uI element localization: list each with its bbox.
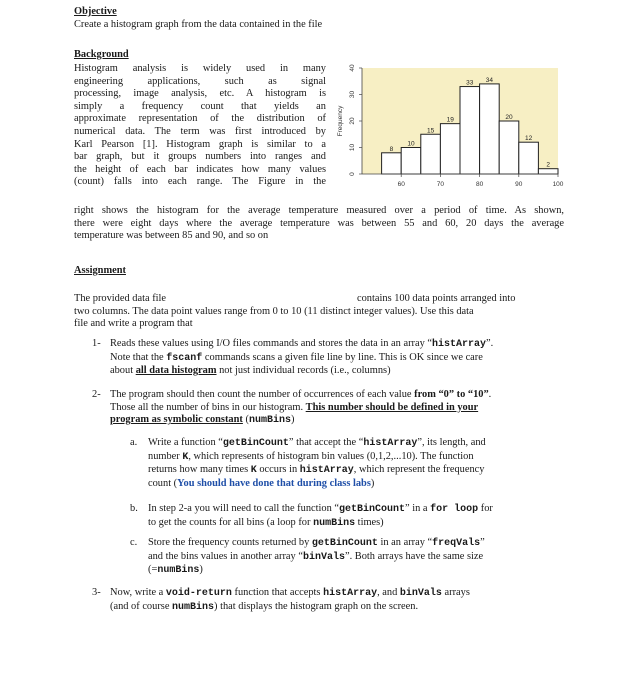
sub-a-l2-b: , which represents of histogram bin values (0,1,2,...10). The function	[188, 450, 474, 462]
item3-l2-a: (and of course	[110, 600, 173, 612]
item1-l1-a: Reads these values using I/O files commands and stores the data in an array “	[110, 338, 433, 349]
item3-l1-b: function that accepts	[231, 587, 324, 598]
code-getBinCount: getBinCount	[222, 438, 289, 449]
bar-value-label: 33	[466, 79, 474, 87]
objective-heading: Objective	[74, 6, 117, 17]
background-line: numerical data. The term was first introduced by	[74, 125, 326, 137]
y-tick-label: 0	[349, 172, 356, 176]
x-tick-label: 90	[515, 181, 523, 188]
sub-b-l2-a: to get the counts for all bins (a loop for	[148, 516, 314, 528]
bar-value-label: 2	[546, 161, 551, 169]
sub-a-class-note: You should have done that during class labs	[177, 477, 371, 489]
intro-line1-b: contains 100 data points arranged into	[357, 293, 516, 304]
sub-c-l1-c: ”	[480, 537, 485, 548]
sub-c-text	[148, 537, 562, 578]
objective-text: Create a histogram graph from the data contained in the file	[74, 19, 323, 30]
sub-a-l1-b: ” that accept the “	[288, 437, 364, 448]
y-axis-label: Frequency	[337, 105, 344, 137]
y-tick-label: 20	[349, 117, 356, 125]
code-getBinCount: getBinCount	[339, 504, 406, 515]
background-full-text	[74, 205, 564, 243]
histogram-figure	[330, 62, 566, 198]
sub-b-l1-c: for	[478, 503, 493, 514]
x-tick-label: 100	[552, 181, 564, 188]
background-line: processing, image analysis, etc. A histogram is	[74, 88, 326, 100]
code-getBinCount: getBinCount	[311, 538, 378, 549]
y-tick-label: 40	[349, 64, 356, 72]
item2-l3-b: (	[242, 414, 249, 426]
item1-l1-b: ”.	[486, 338, 494, 349]
histogram-bar	[440, 124, 460, 174]
code-void-return: void-return	[165, 588, 232, 599]
code-K: K	[182, 451, 189, 463]
code-for-loop: for loop	[430, 504, 479, 515]
item2-l3-underline: program as symbolic constant	[110, 414, 243, 426]
background-full-line: temperature was between 85 and 90, and so on	[74, 230, 269, 242]
item1-l3-b: not just individual records (i.e., columns)	[216, 365, 391, 377]
background-line: (count) falls into each range. The Figure in the	[74, 176, 326, 188]
item3-l2-b: ) that displays the histogram graph on the screen.	[214, 600, 419, 612]
bar-value-label: 34	[485, 76, 494, 84]
code-histArray: histArray	[323, 588, 378, 599]
bar-value-label: 12	[524, 135, 533, 143]
histogram-bar	[421, 134, 441, 174]
x-tick-label: 60	[397, 181, 405, 188]
background-line: Karl Pearson [1]. Histogram graph is similar to a	[74, 138, 326, 150]
background-full-line: right shows the histogram for the average temperature measured over a period of time. As shown,	[74, 205, 564, 216]
item1-l2-b: commands scans a given file line by line. This is OK since we care	[202, 351, 483, 363]
item3-l1-c: , and	[377, 587, 400, 598]
sub-c-l2-b: ”. Both arrays have the same size	[344, 550, 484, 562]
code-freqVals: freqVals	[432, 538, 481, 549]
sub-a-l1-a: Write a function “	[148, 437, 223, 448]
sub-a-l3-a: returns how many times	[148, 464, 251, 476]
assignment-heading: Assignment	[74, 265, 126, 276]
intro-line1-a: The provided data file	[74, 293, 167, 304]
background-full-line: there were eight days where the average temperature was between 55 and 60, 20 days the average	[74, 217, 564, 229]
code-numBins: numBins	[172, 601, 215, 613]
sub-c-l3-a: (=	[148, 564, 158, 576]
sub-c-letter: c.	[130, 537, 138, 548]
sub-b-l1-b: ” in a	[405, 503, 431, 514]
background-line: the height of each bar indicates how many values	[74, 163, 326, 175]
sub-a-l3-b: occurs in	[256, 464, 300, 476]
item2-l2-a: Those all the number of bins in our histogram.	[110, 401, 306, 413]
item2-l2-underline: This number should be defined in your	[305, 401, 479, 413]
bar-value-label: 19	[446, 116, 454, 124]
sub-b-l1-a: In step 2-a you will need to call the function “	[148, 503, 340, 514]
code-histArray: histArray	[363, 438, 418, 449]
code-numBins: numBins	[313, 517, 356, 529]
histogram-bar	[499, 121, 519, 174]
item3-l1-d: arrays	[441, 587, 470, 598]
histogram-bar	[382, 153, 402, 174]
item3-text	[110, 587, 562, 614]
code-numBins: numBins	[157, 565, 200, 577]
sub-b-l2-b: times)	[355, 516, 384, 528]
sub-a-l4-a: count (	[148, 477, 178, 489]
sub-b-text	[148, 503, 562, 530]
sub-b-letter: b.	[130, 503, 138, 514]
item1-number: 1-	[92, 338, 101, 349]
sub-a-l3-c: , which represent the frequency	[353, 464, 485, 476]
y-tick-label: 10	[349, 143, 356, 152]
histogram-bar	[519, 142, 539, 174]
sub-a-text	[148, 437, 562, 490]
background-heading: Background	[74, 49, 129, 60]
code-K: K	[250, 465, 257, 477]
x-tick-label: 70	[436, 181, 445, 188]
y-tick-label: 30	[349, 90, 356, 99]
x-tick-label: 80	[475, 181, 484, 188]
intro-line2: two columns. The data point values range from 0 to 10 (11 distinct integer values). Use this data	[74, 305, 474, 317]
sub-c-l3-b: )	[199, 564, 203, 576]
sub-a-l1-c: ”, its length, and	[417, 437, 486, 448]
background-line: bar graph, but it groups numbers into ranges and	[74, 151, 326, 163]
bar-value-label: 20	[505, 114, 513, 121]
code-binVals: binVals	[302, 551, 345, 563]
background-line: approximate representation of the distribution of	[74, 113, 326, 125]
item3-number: 3-	[92, 587, 101, 598]
item3-l1-a: Now, write a	[110, 587, 166, 598]
histogram-bar	[480, 84, 500, 174]
item2-l1-a: The program should then count the number of occurrences of each value	[110, 389, 415, 400]
bar-value-label: 8	[389, 145, 394, 153]
code-histArray: histArray	[299, 465, 354, 477]
item2-l3-c: )	[290, 414, 295, 426]
sub-a-l4-b: )	[370, 477, 375, 489]
histogram-bar	[538, 169, 558, 174]
sub-c-l1-a: Store the frequency counts returned by	[148, 537, 312, 548]
background-line: simply a frequency count that yields an	[74, 100, 326, 112]
sub-c-l1-b: in an array “	[377, 537, 433, 548]
code-fscanf: fscanf	[166, 352, 203, 364]
item2-number: 2-	[92, 389, 101, 400]
bar-value-label: 15	[426, 127, 435, 135]
background-wrapped-text	[74, 63, 326, 189]
code-binVals: binVals	[399, 588, 442, 599]
intro-line3: file and write a program that	[74, 318, 193, 330]
item2-text	[110, 389, 562, 428]
item1-l3-a: about	[110, 365, 136, 377]
code-histArray: histArray	[432, 339, 487, 350]
item1-l2-a: Note that the	[110, 351, 167, 363]
background-line: Histogram analysis is widely used in many	[74, 63, 326, 74]
sub-a-letter: a.	[130, 437, 138, 448]
histogram-bar	[401, 148, 421, 175]
bar-value-label: 10	[407, 140, 415, 148]
histogram-bar	[460, 87, 480, 174]
sub-a-l2-a: number	[148, 450, 183, 462]
item2-l1-c: .	[488, 389, 492, 400]
code-numBins: numBins	[248, 415, 291, 427]
background-line: engineering applications, such as signal	[74, 75, 326, 87]
item1-text	[110, 338, 562, 378]
sub-c-l2-a: and the bins values in another array “	[148, 550, 303, 562]
item2-l1-bold: from “0” to “10”	[414, 389, 489, 400]
item1-l3-underline: all data histogram	[135, 365, 217, 377]
assignment-intro	[74, 293, 554, 331]
